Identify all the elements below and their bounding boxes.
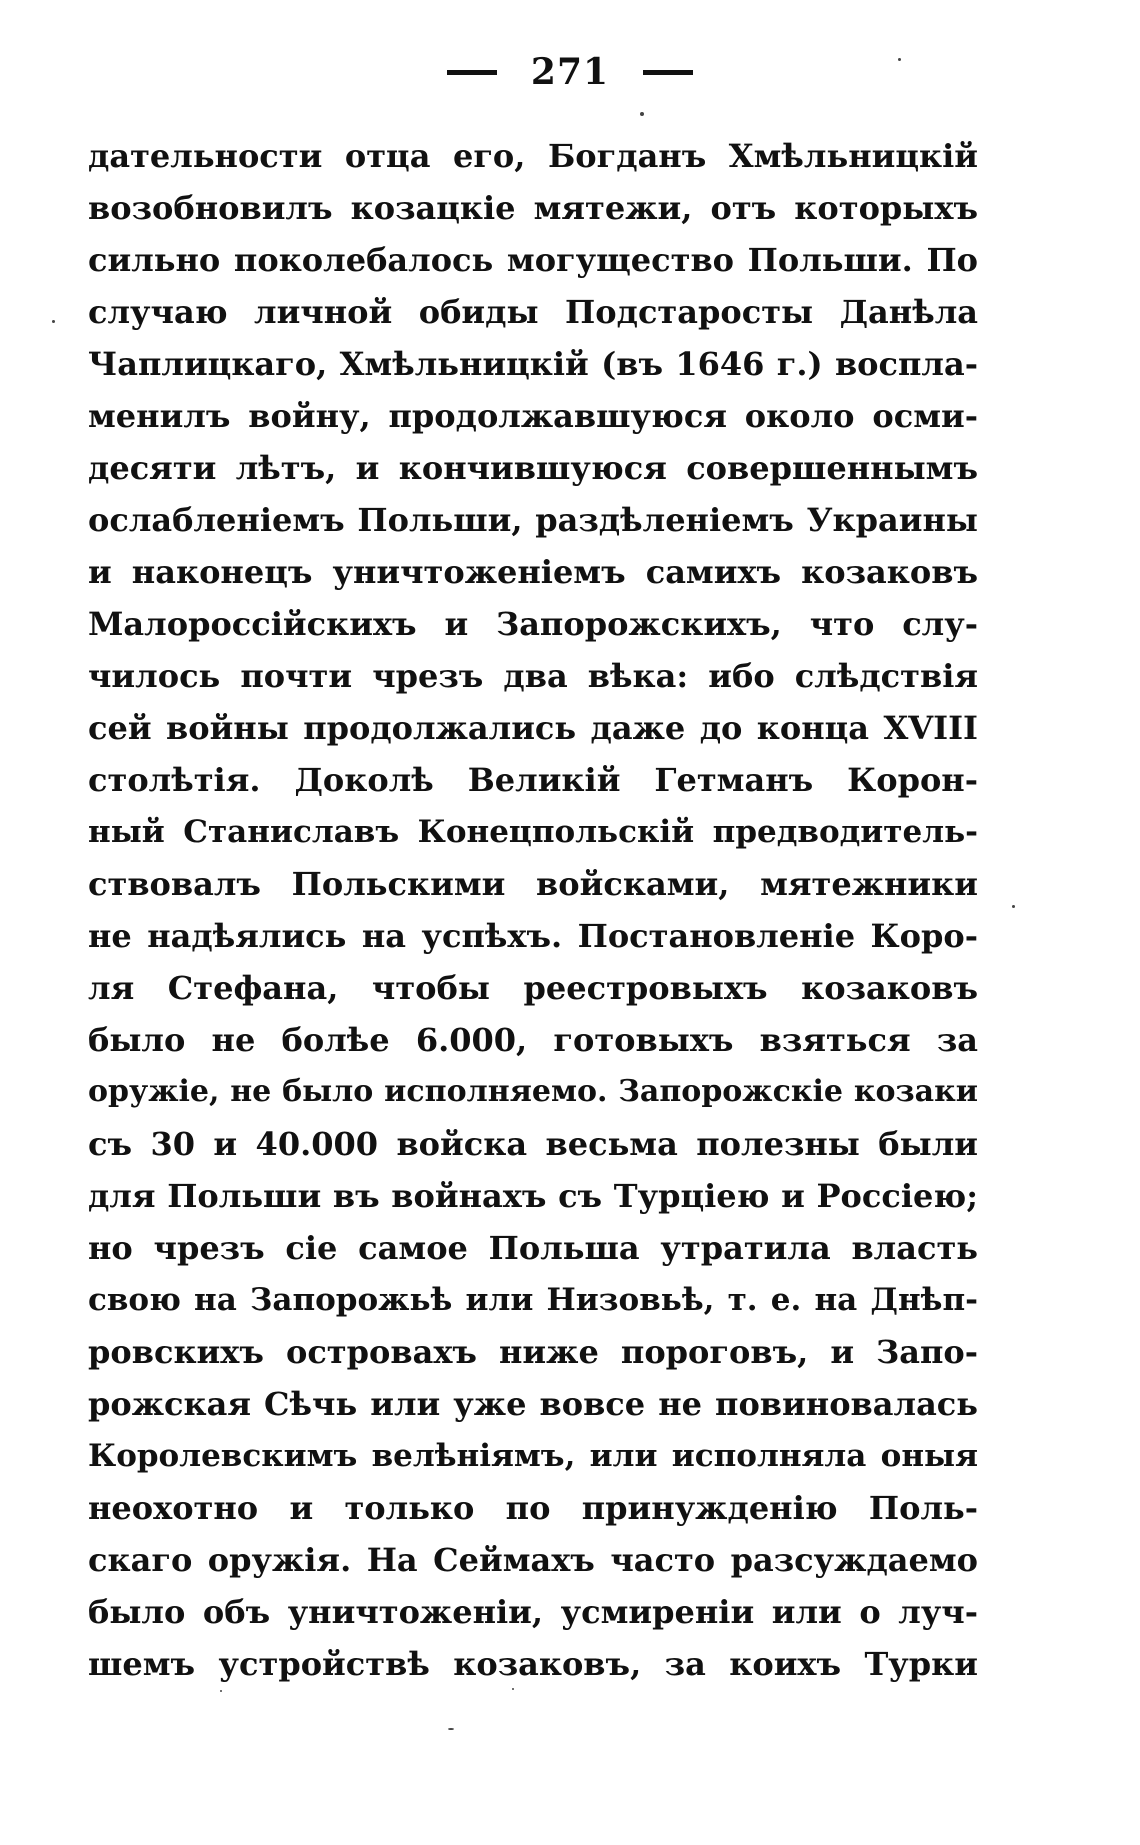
text-line: съ 30 и 40.000 войска весьма полезны были (88, 1125, 978, 1163)
text-line: случаю личной обиды Подстаросты Данѣла (88, 293, 978, 331)
scan-speck (640, 112, 644, 116)
text-line: рожская Сѣчь или уже вовсе не повиновалась (88, 1385, 978, 1423)
text-line: ослабленіемъ Польши, раздѣленіемъ Украины (88, 501, 978, 539)
text-line: столѣтія. Доколѣ Великій Гетманъ Корон- (88, 761, 978, 799)
text-line: ный Станиславъ Конецпольскій предводитель- (88, 814, 978, 850)
page-number: 271 (530, 51, 610, 93)
text-line: ствовалъ Польскими войсками, мятежники (88, 865, 978, 903)
scan-speck (220, 1690, 222, 1692)
text-line: дательности отца его, Богданъ Хмѣльницкій (88, 137, 978, 175)
scan-speck (448, 1728, 454, 1730)
scan-speck (52, 320, 55, 323)
text-line: не надѣялись на успѣхъ. Постановленіе Коро- (88, 917, 978, 955)
text-line: ровскихъ островахъ ниже пороговъ, и Запо- (88, 1333, 978, 1371)
text-line: оружіе, не было исполняемо. Запорожскіе козаки (88, 1074, 978, 1109)
header-dash-right (643, 70, 693, 75)
scan-speck (512, 1688, 514, 1690)
scan-speck (898, 58, 901, 61)
text-line: Королевскимъ велѣніямъ, или исполняла оныя (88, 1438, 978, 1474)
text-line: для Польши въ войнахъ съ Турціею и Россіею; (88, 1177, 978, 1215)
text-line: ля Стефана, чтобы реестровыхъ козаковъ (88, 969, 978, 1007)
text-line: Чаплицкаго, Хмѣльницкій (въ 1646 г.) воспла- (88, 345, 978, 383)
scan-speck (1012, 905, 1015, 908)
header-dash-left (447, 70, 497, 75)
text-line: десяти лѣтъ, и кончившуюся совершеннымъ (88, 449, 978, 487)
text-line: но чрезъ сіе самое Польша утратила власть (88, 1229, 978, 1267)
text-line: возобновилъ козацкіе мятежи, отъ которыхъ (88, 189, 978, 227)
text-line: менилъ войну, продолжавшуюся около осми- (88, 397, 978, 435)
text-line: сей войны продолжались даже до конца XVIII (88, 709, 978, 747)
text-line: шемъ устройствѣ козаковъ, за коихъ Турки (88, 1645, 978, 1683)
text-line: скаго оружія. На Сеймахъ часто разсуждаемо (88, 1541, 978, 1579)
text-line: свою на Запорожьѣ или Низовьѣ, т. е. на Днѣп- (88, 1282, 978, 1318)
page-header (0, 42, 1140, 102)
text-line: и наконецъ уничтоженіемъ самихъ козаковъ (88, 553, 978, 591)
text-line: чилось почти чрезъ два вѣка: ибо слѣдствія (88, 657, 978, 695)
text-line: сильно поколебалось могущество Польши. По (88, 241, 978, 279)
text-line: Малороссійскихъ и Запорожскихъ, что слу- (88, 605, 978, 643)
text-line: было объ уничтоженіи, усмиреніи или о луч- (88, 1593, 978, 1631)
text-line: неохотно и только по принужденію Поль- (88, 1489, 978, 1527)
text-line: было не болѣе 6.000, готовыхъ взяться за (88, 1021, 978, 1059)
body-text (88, 130, 978, 1690)
